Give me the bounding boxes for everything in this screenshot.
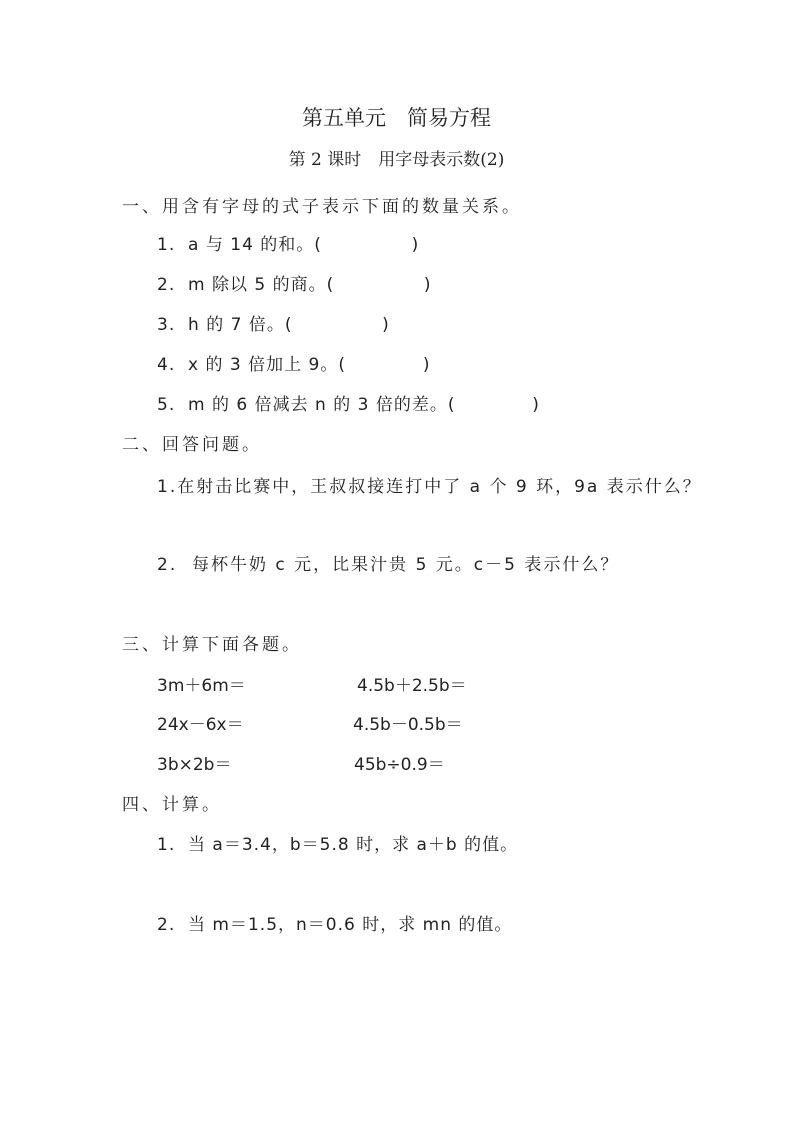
question-item: 3. h 的 7 倍。( ): [157, 315, 390, 335]
question-item: 4. x 的 3 倍加上 9。( ): [157, 355, 431, 375]
question-item: 2. 当 m＝1.5，n＝0.6 时，求 mn 的值。: [157, 915, 513, 935]
page-title: 第五单元 简易方程: [302, 106, 491, 130]
question-item: 2. 每杯牛奶 c 元，比果汁贵 5 元。c－5 表示什么？: [157, 555, 620, 575]
question-item: 2. m 除以 5 的商。( ): [157, 275, 432, 295]
calc-expression: 45b÷0.9＝: [354, 755, 445, 775]
section-1-heading: 一、用含有字母的式子表示下面的数量关系。: [122, 197, 522, 217]
calc-expression: 4.5b＋2.5b＝: [357, 676, 467, 696]
question-item: 1.在射击比赛中，王叔叔接连打中了 a 个 9 环，9a 表示什么？: [157, 477, 702, 497]
lesson-subtitle: 第 2 课时 用字母表示数(2): [288, 150, 505, 170]
calc-expression: 24x－6x＝: [157, 715, 244, 735]
section-2-heading: 二、回答问题。: [122, 435, 262, 455]
section-4-heading: 四、计算。: [122, 795, 222, 815]
calc-expression: 3b×2b＝: [157, 755, 232, 775]
calc-expression: 4.5b－0.5b＝: [353, 715, 463, 735]
question-item: 1. a 与 14 的和。( ): [157, 235, 420, 255]
question-item: 1. 当 a＝3.4，b＝5.8 时，求 a＋b 的值。: [157, 835, 519, 855]
question-item: 5. m 的 6 倍减去 n 的 3 倍的差。( ): [157, 395, 540, 415]
calc-expression: 3m＋6m＝: [157, 676, 246, 696]
section-3-heading: 三、计算下面各题。: [122, 635, 302, 655]
